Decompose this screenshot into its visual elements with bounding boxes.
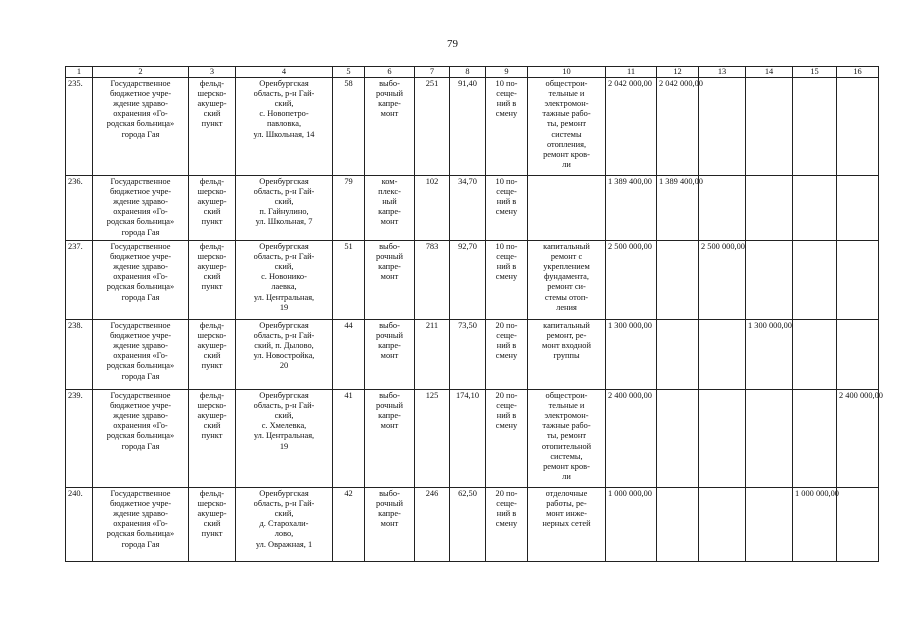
cell-organization: Государственное бюджетное учре- ждение здраво- охранения «Го- родская больница» города Гая xyxy=(93,78,189,176)
table-row xyxy=(66,241,879,320)
cell-capacity: 20 по- сеще- ний в смену xyxy=(486,320,528,390)
cell-col-5-value: 79 xyxy=(333,176,365,241)
cell-facility-type: фельд- шерско- акушер- ский пункт xyxy=(189,241,236,320)
cell-amount-col-13 xyxy=(699,78,746,176)
cell-total-amount: 1 389 400,00 xyxy=(606,176,657,241)
cell-amount-col-12: 1 389 400,00 xyxy=(657,176,699,241)
cell-amount-col-13 xyxy=(699,488,746,562)
cell-col-8-value: 91,40 xyxy=(450,78,486,176)
cell-amount-col-15 xyxy=(793,78,837,176)
cell-col-5-value: 41 xyxy=(333,390,365,488)
cell-total-amount: 2 400 000,00 xyxy=(606,390,657,488)
cell-amount-col-12: 2 042 000,00 xyxy=(657,78,699,176)
cell-amount-col-16 xyxy=(837,488,879,562)
column-header-4: 4 xyxy=(236,67,333,78)
cell-amount-col-12 xyxy=(657,241,699,320)
cell-col-8-value: 174,10 xyxy=(450,390,486,488)
cell-col-5-value: 58 xyxy=(333,78,365,176)
cell-amount-col-12 xyxy=(657,390,699,488)
column-header-7: 7 xyxy=(415,67,450,78)
cell-total-amount: 2 042 000,00 xyxy=(606,78,657,176)
cell-amount-col-12 xyxy=(657,320,699,390)
cell-facility-type: фельд- шерско- акушер- ский пункт xyxy=(189,176,236,241)
cell-address: Оренбургская область, р-н Гай- ский, д. Старохали- лово, ул. Овражная, 1 xyxy=(236,488,333,562)
cell-facility-type: фельд- шерско- акушер- ский пункт xyxy=(189,78,236,176)
cell-capacity: 10 по- сеще- ний в смену xyxy=(486,78,528,176)
cell-total-amount: 1 000 000,00 xyxy=(606,488,657,562)
cell-repair-type: выбо- рочный капре- монт xyxy=(365,78,415,176)
cell-row-number: 239. xyxy=(66,390,93,488)
cell-row-number: 237. xyxy=(66,241,93,320)
column-number-row xyxy=(66,67,879,78)
column-header-3: 3 xyxy=(189,67,236,78)
column-header-14: 14 xyxy=(746,67,793,78)
cell-address: Оренбургская область, р-н Гай- ский, с. Новонико- лаевка, ул. Центральная, 19 xyxy=(236,241,333,320)
cell-capacity: 20 по- сеще- ний в смену xyxy=(486,390,528,488)
column-header-11: 11 xyxy=(606,67,657,78)
cell-capacity: 10 по- сеще- ний в смену xyxy=(486,176,528,241)
column-header-15: 15 xyxy=(793,67,837,78)
cell-capacity: 20 по- сеще- ний в смену xyxy=(486,488,528,562)
column-header-13: 13 xyxy=(699,67,746,78)
cell-row-number: 240. xyxy=(66,488,93,562)
cell-works-description: отделочные работы, ре- монт инже- нерных сетей xyxy=(528,488,606,562)
table-row xyxy=(66,78,879,176)
cell-organization: Государственное бюджетное учре- ждение здраво- охранения «Го- родская больница» города Гая xyxy=(93,488,189,562)
cell-amount-col-13 xyxy=(699,390,746,488)
cell-works-description: капитальный ремонт, ре- монт входной группы xyxy=(528,320,606,390)
column-header-16: 16 xyxy=(837,67,879,78)
cell-col-5-value: 42 xyxy=(333,488,365,562)
cell-amount-col-16 xyxy=(837,78,879,176)
page-number: 79 xyxy=(447,38,458,50)
cell-amount-col-15 xyxy=(793,390,837,488)
cell-address: Оренбургская область, р-н Гай- ский, п. Гайнулино, ул. Школьная, 7 xyxy=(236,176,333,241)
column-header-10: 10 xyxy=(528,67,606,78)
cell-repair-type: выбо- рочный капре- монт xyxy=(365,390,415,488)
cell-capacity: 10 по- сеще- ний в смену xyxy=(486,241,528,320)
cell-amount-col-14 xyxy=(746,78,793,176)
cell-facility-type: фельд- шерско- акушер- ский пункт xyxy=(189,488,236,562)
column-header-5: 5 xyxy=(333,67,365,78)
table-row xyxy=(66,390,879,488)
cell-works-description: общестрои- тельные и электромон- тажные рабо- ты, ремонт системы отопления, ремонт кров- ли xyxy=(528,78,606,176)
cell-row-number: 238. xyxy=(66,320,93,390)
cell-col-5-value: 44 xyxy=(333,320,365,390)
cell-amount-col-13: 2 500 000,00 xyxy=(699,241,746,320)
cell-works-description: капитальный ремонт с укреплением фундамента, ремонт си- стемы отоп- ления xyxy=(528,241,606,320)
cell-col-7-value: 125 xyxy=(415,390,450,488)
cell-address: Оренбургская область, р-н Гай- ский, с. Хмелевка, ул. Центральная, 19 xyxy=(236,390,333,488)
column-header-9: 9 xyxy=(486,67,528,78)
table-row xyxy=(66,176,879,241)
cell-repair-type: выбо- рочный капре- монт xyxy=(365,320,415,390)
cell-col-7-value: 251 xyxy=(415,78,450,176)
cell-amount-col-15: 1 000 000,00 xyxy=(793,488,837,562)
column-header-12: 12 xyxy=(657,67,699,78)
column-header-2: 2 xyxy=(93,67,189,78)
cell-amount-col-15 xyxy=(793,241,837,320)
cell-amount-col-16 xyxy=(837,320,879,390)
cell-organization: Государственное бюджетное учре- ждение здраво- охранения «Го- родская больница» города Гая xyxy=(93,176,189,241)
cell-row-number: 236. xyxy=(66,176,93,241)
table-body xyxy=(66,78,883,562)
cell-row-number: 235. xyxy=(66,78,93,176)
cell-col-7-value: 246 xyxy=(415,488,450,562)
table-row xyxy=(66,488,879,562)
cell-col-8-value: 62,50 xyxy=(450,488,486,562)
cell-col-8-value: 34,70 xyxy=(450,176,486,241)
cell-amount-col-16 xyxy=(837,241,879,320)
cell-facility-type: фельд- шерско- акушер- ский пункт xyxy=(189,390,236,488)
cell-address: Оренбургская область, р-н Гай- ский, с. Новопетро- павловка, ул. Школьная, 14 xyxy=(236,78,333,176)
cell-col-5-value: 51 xyxy=(333,241,365,320)
cell-col-7-value: 783 xyxy=(415,241,450,320)
capital-repair-table xyxy=(65,66,883,562)
cell-col-7-value: 102 xyxy=(415,176,450,241)
cell-col-8-value: 92,70 xyxy=(450,241,486,320)
table-row xyxy=(66,320,879,390)
cell-works-description xyxy=(528,176,606,241)
cell-amount-col-15 xyxy=(793,320,837,390)
cell-amount-col-14 xyxy=(746,241,793,320)
cell-organization: Государственное бюджетное учре- ждение здраво- охранения «Го- родская больница» города Гая xyxy=(93,390,189,488)
cell-amount-col-16 xyxy=(837,176,879,241)
cell-address: Оренбургская область, р-н Гай- ский, п. Дылово, ул. Новостройка, 20 xyxy=(236,320,333,390)
cell-repair-type: выбо- рочный капре- монт xyxy=(365,488,415,562)
cell-amount-col-16: 2 400 000,00 xyxy=(837,390,879,488)
column-header-6: 6 xyxy=(365,67,415,78)
cell-amount-col-15 xyxy=(793,176,837,241)
cell-total-amount: 2 500 000,00 xyxy=(606,241,657,320)
cell-repair-type: выбо- рочный капре- монт xyxy=(365,241,415,320)
cell-amount-col-12 xyxy=(657,488,699,562)
cell-amount-col-14 xyxy=(746,488,793,562)
cell-facility-type: фельд- шерско- акушер- ский пункт xyxy=(189,320,236,390)
cell-col-8-value: 73,50 xyxy=(450,320,486,390)
cell-amount-col-14: 1 300 000,00 xyxy=(746,320,793,390)
cell-amount-col-14 xyxy=(746,176,793,241)
column-header-8: 8 xyxy=(450,67,486,78)
cell-col-7-value: 211 xyxy=(415,320,450,390)
cell-works-description: общестрои- тельные и электромон- тажные рабо- ты, ремонт отопительной системы, ремонт кров- ли xyxy=(528,390,606,488)
cell-amount-col-14 xyxy=(746,390,793,488)
cell-amount-col-13 xyxy=(699,176,746,241)
cell-organization: Государственное бюджетное учре- ждение здраво- охранения «Го- родская больница» города Гая xyxy=(93,241,189,320)
cell-repair-type: ком- плекс- ный капре- монт xyxy=(365,176,415,241)
cell-total-amount: 1 300 000,00 xyxy=(606,320,657,390)
cell-amount-col-13 xyxy=(699,320,746,390)
cell-organization: Государственное бюджетное учре- ждение здраво- охранения «Го- родская больница» города Гая xyxy=(93,320,189,390)
column-header-1: 1 xyxy=(66,67,93,78)
